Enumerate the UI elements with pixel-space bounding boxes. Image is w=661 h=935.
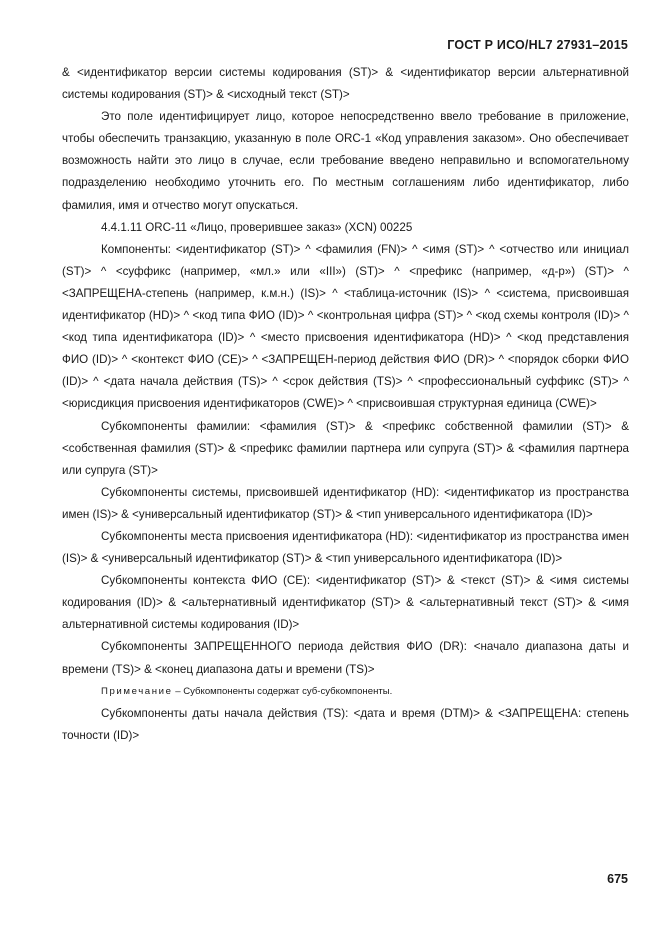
paragraph-description: Это поле идентифицирует лицо, которое непосредственно ввело требование в приложение, чтобы обеспечить транзакцию, указанную в поле ORC-1 «Код управления заказом». Оно обеспечивает возможность найти это лицо в случае, если требование введено неправильно и вспомогательному подразделению необходимо уточнить его. По местным соглашениям либо идентификатор, либо фамилия, имя и отчество могут опускаться.	[62, 110, 629, 212]
paragraph-family-subcomponents: Субкомпоненты фамилии: <фамилия (ST)> & <префикс собственной фамилии (ST)> & <собственная фамилия (ST)> & <префикс фамилии партнера или супруга (ST)> & <фамилия партнера или супруга (ST)>	[62, 419, 629, 477]
paragraph-date-subcomponents: Субкомпоненты даты начала действия (TS): <дата и время (DTM)> & <ЗАПРЕЩЕНА: степень точности (ID)>	[62, 706, 629, 742]
paragraph-system-subcomponents: Субкомпоненты системы, присвоившей идентификатор (HD): <идентификатор из пространства имен (IS)> & <универсальный идентификатор (ST)> & <тип универсального идентификатора (ID)>	[62, 485, 629, 521]
document-body	[62, 62, 629, 747]
paragraph-period-subcomponents: Субкомпоненты ЗАПРЕЩЕННОГО периода действия ФИО (DR): <начало диапазона даты и времени (TS)> & <конец диапазона даты и времени (TS)>	[62, 640, 629, 676]
note-label: Примечание	[101, 685, 173, 697]
paragraph-components: Компоненты: <идентификатор (ST)> ^ <фамилия (FN)> ^ <имя (ST)> ^ <отчество или инициал (ST)> ^ <суффикс (например, «мл.» или «III») (ST)> ^ <префикс (например, «д-р») (ST)> ^ <ЗАПРЕЩЕНА-степень (например, к.м.н.) (IS)> ^ <таблица-источник (IS)> ^ <система, присвоившая идентификатор (HD)> ^ <код типа ФИО (ID)> ^ <контрольная цифра (ST)> ^ <код схемы контроля (ID)> ^ <код типа идентификатора (ID)> ^ <место присвоения идентификатора (HD)> ^ <код представления ФИО (ID)> ^ <контекст ФИО (CE)> ^ <ЗАПРЕЩЕН-период действия ФИО (DR)> ^ <порядок сборки ФИО (ID)> ^ <дата начала действия (TS)> ^ <срок действия (TS)> ^ <профессиональный суффикс (ST)> ^ <юрисдикция присвоения идентификаторов (CWE)> ^ <присвоившая структурная единица (CWE)>	[62, 242, 629, 411]
section-heading: 4.4.1.11 ORC-11 «Лицо, проверившее заказ» (XCN) 00225	[101, 220, 413, 234]
paragraph-place-subcomponents: Субкомпоненты места присвоения идентификатора (HD): <идентификатор из пространства имен (IS)> & <универсальный идентификатор (ST)> & <тип универсального идентификатора (ID)>	[62, 529, 629, 566]
paragraph-continuation: & <идентификатор версии системы кодирования (ST)> & <идентификатор версии альтернативной системы кодирования (ST)> & <исходный текст (ST)>	[62, 66, 629, 102]
page-number: 675	[607, 872, 628, 886]
note-text: – Субкомпоненты содержат суб-субкомпоненты.	[172, 685, 393, 697]
note	[62, 681, 629, 703]
paragraph-context-subcomponents: Субкомпоненты контекста ФИО (CE): <идентификатор (ST)> & <текст (ST)> & <имя системы кодирования (ID)> & <альтернативный идентификатор (ST)> & <альтернативный текст (ST)> & <имя альтернативной системы кодирования (ID)>	[62, 574, 629, 632]
standard-header: ГОСТ Р ИСО/HL7 27931–2015	[447, 38, 628, 52]
